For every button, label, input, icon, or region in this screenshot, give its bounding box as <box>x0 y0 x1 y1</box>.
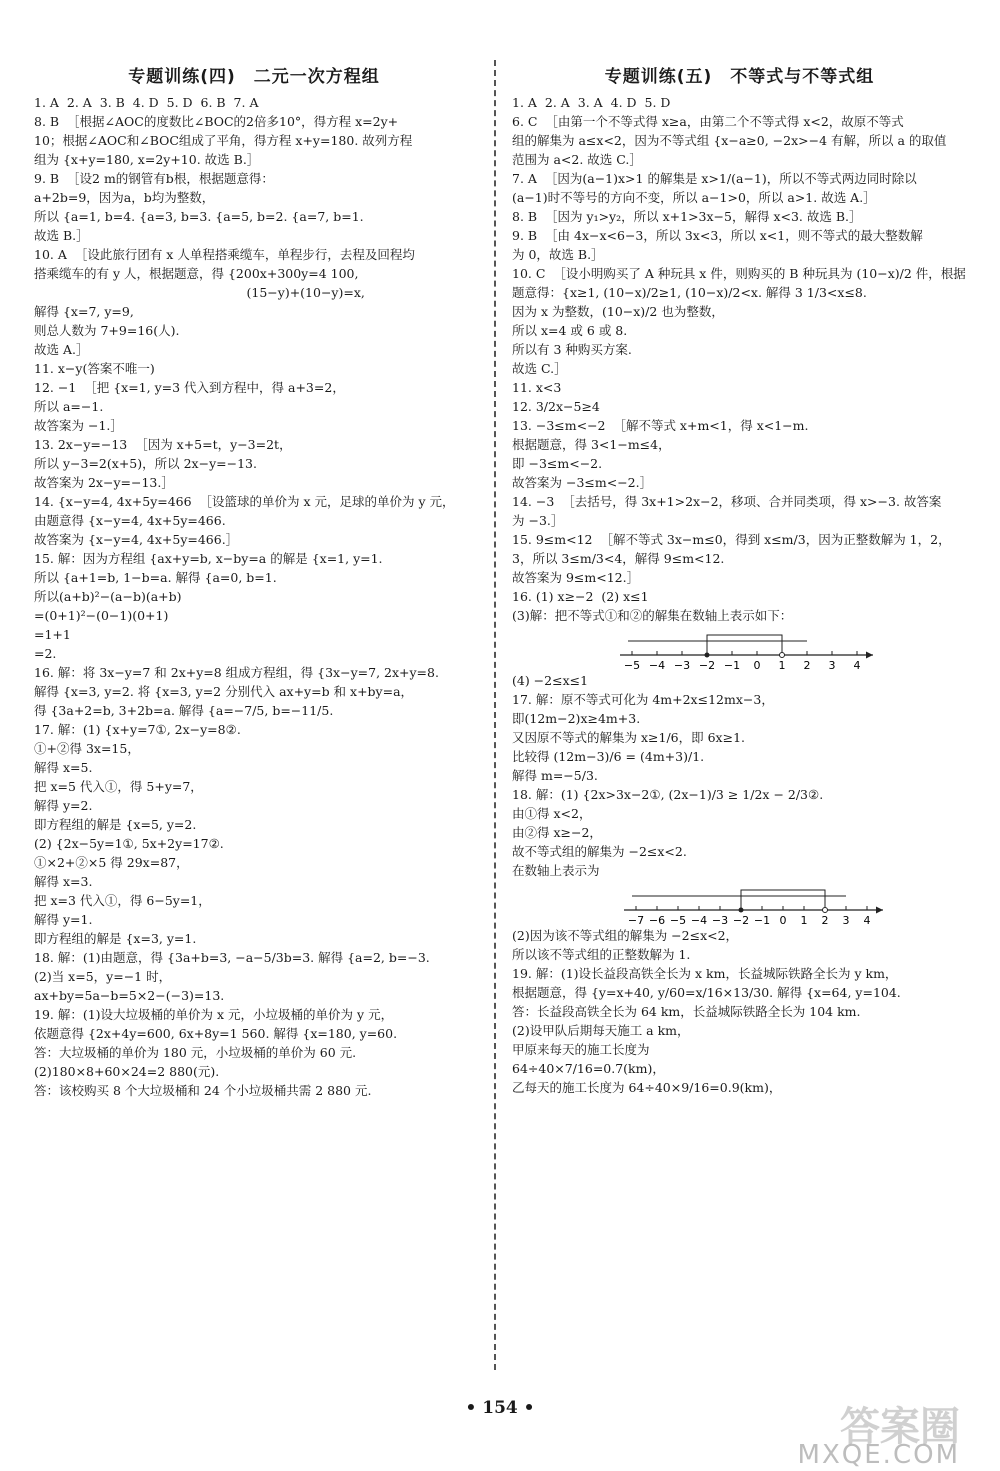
tick-label: −2 <box>732 914 750 926</box>
answer-line: 所以 {a=1, b=4. {a=3, b=3. {a=5, b=2. {a=7, b=1. <box>34 209 364 224</box>
answer-line: 7. A ［因为(a−1)x>1 的解集是 x>1/(a−1)，所以不等式两边同时除以 <box>512 171 917 186</box>
answer-line: 乙每天的施工长度为 64÷40×9/16=0.9(km)， <box>512 1080 782 1095</box>
tick-label: 2 <box>821 914 829 926</box>
answer-line: 因为 x 为整数，(10−x)/2 也为整数， <box>512 304 724 319</box>
answer-line: 搭乘缆车的有 y 人，根据题意，得 {200x+300y=4 100, <box>34 266 359 281</box>
tick-label: −6 <box>648 914 666 926</box>
answer-line: 1. A 2. A 3. B 4. D 5. D 6. B 7. A <box>34 95 259 110</box>
answer-line: ①×2+②×5 得 29x=87， <box>34 855 189 870</box>
tick-label: −5 <box>623 659 641 671</box>
answer-line: 答：该校购买 8 个大垃圾桶和 24 个小垃圾桶共需 2 880 元. <box>34 1083 372 1098</box>
answer-line: =1+1 <box>34 627 71 642</box>
answer-line: (3)解：把不等式①和②的解集在数轴上表示如下： <box>512 608 793 623</box>
tick-label: 3 <box>842 914 850 926</box>
tick-label: −3 <box>711 914 729 926</box>
left-answer-list <box>34 93 474 1100</box>
answer-line: 故选 B.］ <box>34 228 89 243</box>
answer-line: 11. x<3 <box>512 380 562 395</box>
tick-label: −2 <box>698 659 716 671</box>
answer-line: 解得 y=1. <box>34 912 93 927</box>
answer-line: (2)当 x=5，y=−1 时， <box>34 969 172 984</box>
tick-label: 0 <box>779 914 787 926</box>
answer-line: 故答案为 {x−y=4, 4x+5y=466.］ <box>34 532 239 547</box>
answer-line: 10. A ［设此旅行团有 x 人单程搭乘缆车，单程步行，去程及回程均 <box>34 247 415 262</box>
tick-label: 1 <box>800 914 808 926</box>
right-column <box>512 62 967 1097</box>
answer-line: 范围为 a<2. 故选 C.］ <box>512 152 642 167</box>
answer-line: 所以 y−3=2(x+5)，所以 2x−y=−13. <box>34 456 257 471</box>
answer-line: 由题意得 {x−y=4, 4x+5y=466. <box>34 513 226 528</box>
answer-line: 13. −3≤m<−2 ［解不等式 x+m<1，得 x<1−m. <box>512 418 809 433</box>
tick-label: −4 <box>648 659 666 671</box>
answer-line: 1. A 2. A 3. A 4. D 5. D <box>512 95 671 110</box>
answer-line: 8. B ［因为 y₁>y₂，所以 x+1>3x−5，解得 x<3. 故选 B.］ <box>512 209 862 224</box>
answer-line: 则总人数为 7+9=16(人). <box>34 323 180 338</box>
answer-line: 由①得 x<2， <box>512 806 592 821</box>
answer-line: 9. B ［由 4x−x<6−3，所以 3x<3，所以 x<1，则不等式的最大整数解 <box>512 228 923 243</box>
column-divider <box>494 60 496 1370</box>
answer-line: 6. C ［由第一个不等式得 x≥a，由第二个不等式得 x<2，故原不等式 <box>512 114 904 129</box>
answer-line: 组的解集为 a≤x<2，因为不等式组 {x−a≥0, −2x>−4 有解，所以 a 的取值 <box>512 133 947 148</box>
endpoint-dot <box>823 908 828 913</box>
section-title-four: 专题训练(四) 二元一次方程组 <box>128 67 380 87</box>
answer-line: 即(12m−2)x≥4m+3. <box>512 711 641 726</box>
tick-label: −3 <box>673 659 691 671</box>
solution-bracket <box>707 635 782 655</box>
answer-line: (2)设甲队后期每天施工 a km， <box>512 1023 690 1038</box>
tick-label: −1 <box>723 659 741 671</box>
answer-line: 解得 {x=3, y=2. 将 {x=3, y=2 分别代入 ax+y=b 和 x+by=a， <box>34 684 414 699</box>
answer-line: 所以 a=−1. <box>34 399 104 414</box>
right-answer-list-b <box>512 671 967 880</box>
right-answer-list-c <box>512 926 967 1097</box>
answer-line: 即 −3≤m<−2. <box>512 456 603 471</box>
answer-line: (15−y)+(10−y)=x, <box>34 285 365 300</box>
answer-line: 为 −3.］ <box>512 513 564 528</box>
answer-line: 12. 3/2x−5≥4 <box>512 399 600 414</box>
answer-line: 64÷40×7/16=0.7(km)， <box>512 1061 665 1076</box>
answer-line: 3，所以 3≤m/3<4，解得 9≤m<12. <box>512 551 725 566</box>
answer-line: 得 {3a+2=b, 3+2b=a. 解得 {a=−7/5, b=−11/5. <box>34 703 334 718</box>
watermark-site: MXQE.COM <box>797 1440 960 1470</box>
number-line-q16 <box>512 625 967 671</box>
answer-line: 把 x=3 代入①，得 6−5y=1， <box>34 893 211 908</box>
tick-label: −7 <box>627 914 645 926</box>
answer-line: 故不等式组的解集为 −2≤x<2. <box>512 844 687 859</box>
answer-line: 即方程组的解是 {x=5, y=2. <box>34 817 197 832</box>
answer-line: 16. (1) x≥−2 (2) x≤1 <box>512 589 649 604</box>
answer-line: 解得 {x=7, y=9, <box>34 304 134 319</box>
answer-line: 解得 x=5. <box>34 760 93 775</box>
axis-arrow <box>876 907 883 914</box>
answer-line: 故选 A.］ <box>34 342 89 357</box>
answer-line: 答：大垃圾桶的单价为 180 元，小垃圾桶的单价为 60 元. <box>34 1045 357 1060</box>
answer-line: 由②得 x≥−2， <box>512 825 602 840</box>
answer-line: 9. B ［设2 m的钢管有b根，根据题意得： <box>34 171 274 186</box>
answer-line: 所以(a+b)²−(a−b)(a+b) <box>34 589 182 604</box>
tick-label: 4 <box>863 914 871 926</box>
number-line-q16-svg <box>612 625 912 671</box>
answer-line: 16. 解：将 3x−y=7 和 2x+y=8 组成方程组，得 {3x−y=7, 2x+y=8. <box>34 665 439 680</box>
tick-label: 3 <box>828 659 836 671</box>
axis-arrow <box>866 652 873 659</box>
answer-line: 14. −3 ［去括号，得 3x+1>2x−2，移项、合并同类项，得 x>−3. 故答案 <box>512 494 942 509</box>
answer-line: 19. 解：(1)设长益段高铁全长为 x km，长益城际铁路全长为 y km， <box>512 966 898 981</box>
page-number: • 154 • <box>465 1398 535 1418</box>
number-line-q18 <box>512 880 967 926</box>
answer-line: 所以有 3 种购买方案. <box>512 342 632 357</box>
answer-line: =(0+1)²−(0−1)(0+1) <box>34 608 169 623</box>
answer-line: 10. C ［设小明购买了 A 种玩具 x 件，则购买的 B 种玩具为 (10−x)/2 件，根据 <box>512 266 966 281</box>
answer-line: 组为 {x+y=180, x=2y+10. 故选 B.］ <box>34 152 260 167</box>
answer-line: 18. 解：(1)由题意，得 {3a+b=3, −a−5/3b=3. 解得 {a=2, b=−3. <box>34 950 430 965</box>
tick-label: −5 <box>669 914 687 926</box>
answer-line: 15. 9≤m<12 ［解不等式 3x−m≤0，得到 x≤m/3，因为正整数解为 1，2， <box>512 532 951 547</box>
answer-line: 17. 解：(1) {x+y=7①, 2x−y=8②. <box>34 722 241 737</box>
answer-line: ①+②得 3x=15， <box>34 741 140 756</box>
answer-line: 14. {x−y=4, 4x+5y=466 ［设篮球的单价为 x 元，足球的单价为 y 元， <box>34 494 455 509</box>
answer-line: 根据题意，得 3<1−m≤4， <box>512 437 671 452</box>
answer-line: 故答案为 2x−y=−13.］ <box>34 475 174 490</box>
answer-line: 比较得 (12m−3)/6 = (4m+3)/1. <box>512 749 705 764</box>
tick-label: 1 <box>778 659 786 671</box>
answer-line: 故答案为 −1.］ <box>34 418 123 433</box>
answer-line: 故答案为 9≤m<12.］ <box>512 570 640 585</box>
answer-line: 所以该不等式组的正整数解为 1. <box>512 947 691 962</box>
answer-line: 15. 解：因为方程组 {ax+y=b, x−by=a 的解是 {x=1, y=1. <box>34 551 383 566</box>
answer-line: 答：长益段高铁全长为 64 km，长益城际铁路全长为 104 km. <box>512 1004 861 1019</box>
answer-line: 在数轴上表示为 <box>512 863 600 878</box>
endpoint-dot <box>739 908 744 913</box>
answer-line: 所以 x=4 或 6 或 8. <box>512 323 628 338</box>
answer-line: 12. −1 ［把 {x=1, y=3 代入到方程中，得 a+3=2， <box>34 380 345 395</box>
tick-label: 0 <box>753 659 761 671</box>
answer-line: 18. 解：(1) {2x>3x−2①, (2x−1)/3 ≥ 1/2x − 2/3②. <box>512 787 824 802</box>
answer-line: 17. 解：原不等式可化为 4m+2x≤12mx−3， <box>512 692 774 707</box>
answer-line: 依题意得 {2x+4y=600, 6x+8y=1 560. 解得 {x=180, y=60. <box>34 1026 398 1041</box>
endpoint-dot <box>780 653 785 658</box>
answer-line: 为 0，故选 B.］ <box>512 247 604 262</box>
answer-line: 所以 {a+1=b, 1−b=a. 解得 {a=0, b=1. <box>34 570 277 585</box>
watermark-logo: 答案圈 <box>840 1404 960 1450</box>
answer-line: 故选 C.］ <box>512 361 567 376</box>
answer-line: 8. B ［根据∠AOC的度数比∠BOC的2倍多10°，得方程 x=2y+ <box>34 114 399 129</box>
answer-line: (2) {2x−5y=1①, 5x+2y=17②. <box>34 836 224 851</box>
answer-line: 10；根据∠AOC和∠BOC组成了平角，得方程 x+y=180. 故列方程 <box>34 133 413 148</box>
tick-label: 2 <box>803 659 811 671</box>
answer-line: a+2b=9，因为a，b均为整数， <box>34 190 215 205</box>
answer-line: ax+by=5a−b=5×2−(−3)=13. <box>34 988 225 1003</box>
answer-line: 解得 y=2. <box>34 798 93 813</box>
answer-line: 甲原来每天的施工长度为 <box>512 1042 650 1057</box>
answer-line: (2)因为该不等式组的解集为 −2≤x<2， <box>512 928 739 943</box>
tick-label: −1 <box>753 914 771 926</box>
answer-line: 又因原不等式的解集为 x≥1/6，即 6x≥1. <box>512 730 745 745</box>
answer-line: 题意得：{x≥1, (10−x)/2≥1, (10−x)/2<x. 解得 3 1/3<x≤8. <box>512 285 867 300</box>
tick-label: −4 <box>690 914 708 926</box>
answer-line: 19. 解：(1)设大垃圾桶的单价为 x 元，小垃圾桶的单价为 y 元， <box>34 1007 394 1022</box>
answer-line: 11. x−y(答案不唯一) <box>34 361 155 376</box>
answer-line: 即方程组的解是 {x=3, y=1. <box>34 931 197 946</box>
right-answer-list-a <box>512 93 967 625</box>
answer-line: 解得 x=3. <box>34 874 93 889</box>
answer-line: 13. 2x−y=−13 ［因为 x+5=t，y−3=2t， <box>34 437 292 452</box>
answer-line: 根据题意，得 {y=x+40, y/60=x/16×13/30. 解得 {x=64, y=104. <box>512 985 901 1000</box>
left-column <box>34 62 474 1100</box>
tick-label: 4 <box>853 659 861 671</box>
section-title-five: 专题训练(五) 不等式与不等式组 <box>604 67 875 87</box>
number-line-q18-svg <box>622 880 922 926</box>
answer-line: (2)180×8+60×24=2 880(元). <box>34 1064 220 1079</box>
answer-line: (4) −2≤x≤1 <box>512 673 589 688</box>
endpoint-dot <box>705 653 710 658</box>
answer-line: 解得 m=−5/3. <box>512 768 598 783</box>
answer-line: =2. <box>34 646 57 661</box>
answer-line: 故答案为 −3≤m<−2.］ <box>512 475 653 490</box>
answer-line: (a−1)时不等号的方向不变，所以 a−1>0，所以 a>1. 故选 A.］ <box>512 190 876 205</box>
answer-line: 把 x=5 代入①，得 5+y=7， <box>34 779 203 794</box>
